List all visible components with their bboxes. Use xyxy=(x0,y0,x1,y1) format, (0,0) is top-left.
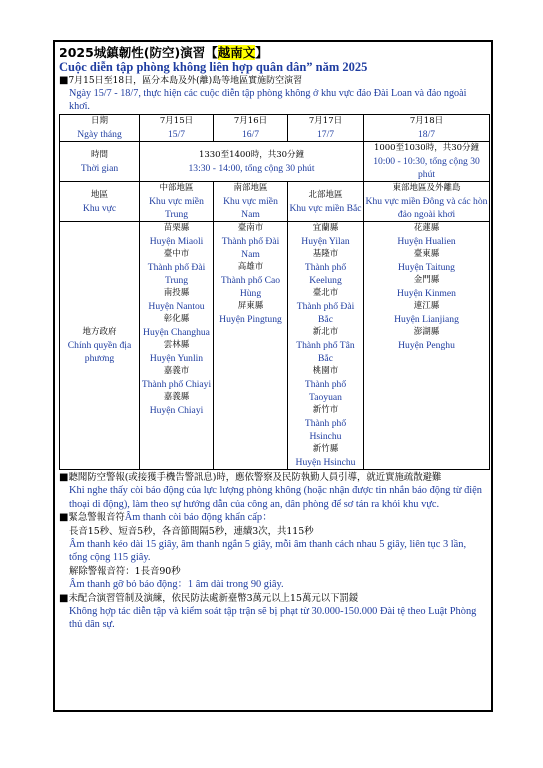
government-name-vietnamese: Thành phố Taoyuan xyxy=(304,379,347,403)
region-cell: 北部地區 Khu vực miền Bắc xyxy=(288,182,364,222)
government-name-chinese: 臺南市 xyxy=(237,223,264,233)
note-3-chinese: ■未配合演習管制及演練，依民防法處新臺幣3萬元以上15萬元以下罰鍰 xyxy=(59,592,359,604)
government-name-chinese: 連江縣 xyxy=(413,301,440,311)
government-name-vietnamese: Thành phố Chiayi xyxy=(141,379,212,390)
government-name-vietnamese: Huyện Taitung xyxy=(398,262,455,273)
time-cell-main: 1330至1400時，共30分鐘 13:30 - 14:00, tổng cộng 30 phút xyxy=(140,142,364,182)
government-name-chinese: 澎湖縣 xyxy=(413,327,440,337)
government-name-chinese: 苗栗縣 xyxy=(163,223,190,233)
note-2-release-vietnamese: Âm thanh gỡ bỏ báo động：1 âm dài trong 90 giây. xyxy=(69,578,284,590)
government-header: 地方政府 Chính quyền địa phương xyxy=(60,222,140,470)
government-name-chinese: 嘉義縣 xyxy=(163,392,190,402)
date-cell: 7月16日 16/7 xyxy=(214,115,288,142)
government-name-chinese: 彰化縣 xyxy=(163,314,190,324)
square-bullet-icon: ■ xyxy=(59,75,69,86)
government-list xyxy=(140,222,214,470)
table-row-dates xyxy=(60,115,490,142)
date-cell: 7月15日 15/7 xyxy=(140,115,214,142)
note-3-vietnamese: Không hợp tác diễn tập và kiểm soát tập trận sẽ bị phạt từ 30.000-150.000 Đài tệ theo Luật Phòng thủ dân sự. xyxy=(69,605,477,631)
date-cell: 7月17日 17/7 xyxy=(288,115,364,142)
government-name-vietnamese: Huyện Pingtung xyxy=(219,314,282,325)
square-bullet-icon: ■ xyxy=(59,592,69,604)
government-name-vietnamese: Huyện Hsinchu xyxy=(295,457,356,468)
government-name-vietnamese: Thành phố Tân Bắc xyxy=(296,340,355,364)
government-name-vietnamese: Thành phố Đài Bắc xyxy=(296,301,355,325)
government-name-vietnamese: Huyện Yunlin xyxy=(149,353,204,364)
time-cell-last: 1000至1030時，共30分鐘 10:00 - 10:30, tổng cộng 30 phút xyxy=(364,142,490,182)
government-name-vietnamese: Huyện Kinmen xyxy=(397,288,456,299)
government-name-chinese: 桃園市 xyxy=(312,366,339,376)
language-tag: 越南文 xyxy=(217,45,256,60)
government-name-vietnamese: Thành phố Cao Hùng xyxy=(220,275,281,299)
government-name-chinese: 金門縣 xyxy=(413,275,440,285)
document-frame xyxy=(53,40,493,712)
government-name-chinese: 臺北市 xyxy=(312,288,339,298)
region-cell: 中部地區 Khu vực miền Trung xyxy=(140,182,214,222)
government-name-chinese: 基隆市 xyxy=(312,249,339,259)
notes-section xyxy=(59,471,487,632)
date-header: 日期 Ngày tháng xyxy=(60,115,140,142)
government-name-vietnamese: Huyện Hualien xyxy=(397,236,456,247)
government-name-vietnamese: Huyện Yilan xyxy=(301,236,350,247)
document-body xyxy=(59,45,487,632)
government-name-chinese: 南投縣 xyxy=(163,288,190,298)
note-2-release-chinese: 解除警報音符：1長音90秒 xyxy=(69,565,181,577)
government-name-vietnamese: Huyện Lianjiang xyxy=(394,314,459,325)
government-name-chinese: 臺東縣 xyxy=(413,249,440,259)
intro-chinese: ■7月15日至18日，區分本島及外(離)島等地區實施防空演習 xyxy=(59,75,303,86)
government-list xyxy=(364,222,490,470)
government-name-chinese: 花蓮縣 xyxy=(413,223,440,233)
table-row-time xyxy=(60,142,490,182)
government-name-vietnamese: Thành phố Keelung xyxy=(304,262,347,286)
government-name-vietnamese: Thành phố Đài Nam xyxy=(221,236,280,260)
square-bullet-icon: ■ xyxy=(59,472,69,483)
government-name-chinese: 嘉義市 xyxy=(163,366,190,376)
government-name-vietnamese: Huyện Nantou xyxy=(148,301,205,312)
government-name-vietnamese: Thành phố Hsinchu xyxy=(304,418,347,442)
government-name-vietnamese: Huyện Miaoli xyxy=(149,236,204,247)
table-row-regions xyxy=(60,182,490,222)
title-chinese: 2025城鎮韌性(防空)演習【越南文】 xyxy=(59,45,268,60)
government-name-chinese: 新竹縣 xyxy=(312,444,339,454)
intro-vietnamese: Ngày 15/7 - 18/7, thực hiện các cuộc diễn tập phòng không ở khu vực đảo Đài Loan và đảo ngoài khơi. xyxy=(69,88,467,112)
government-name-vietnamese: Huyện Chiayi xyxy=(149,405,204,416)
government-name-chinese: 新北市 xyxy=(312,327,339,337)
region-cell: 南部地區 Khu vực miền Nam xyxy=(214,182,288,222)
time-header: 時間 Thời gian xyxy=(60,142,140,182)
government-name-vietnamese: Huyện Changhua xyxy=(143,327,210,338)
table-row-governments xyxy=(60,222,490,470)
note-1-chinese: ■聽聞防空警報(或接獲手機告警訊息)時，應依警察及民防執勤人員引導，就近實施疏散避難 xyxy=(59,472,442,483)
note-2-detail-vietnamese: Âm thanh kéo dài 15 giây, âm thanh ngắn 5 giây, mỗi âm thanh cách nhau 5 giây, liên tục 3 lần, tổng cộng 115 giây. xyxy=(69,538,467,564)
schedule-table xyxy=(59,114,490,470)
region-header: 地區 Khu vực xyxy=(60,182,140,222)
government-name-chinese: 高雄市 xyxy=(237,262,264,272)
date-cell: 7月18日 18/7 xyxy=(364,115,490,142)
region-cell: 東部地區及外離島 Khu vực miền Đông và các hòn đảo ngoài khơi xyxy=(364,182,490,222)
square-bullet-icon: ■ xyxy=(59,512,69,524)
note-2-detail-chinese: 長音15秒、短音5秒，各音節間隔5秒，連續3次，共115秒 xyxy=(69,525,314,537)
government-name-chinese: 雲林縣 xyxy=(163,340,190,350)
note-1-vietnamese: Khi nghe thấy còi báo động của lực lượng phòng không (hoặc nhận được tin nhắn báo động từ điện thoại di động), làm theo sự hướng dẫn của công an, dân phòng để sơ tán ra khỏi khu vực. xyxy=(69,485,482,510)
government-name-chinese: 新竹市 xyxy=(312,405,339,415)
title-vietnamese: Cuộc diễn tập phòng không liên hợp quân dân” năm 2025 xyxy=(59,60,368,74)
government-name-vietnamese: Huyện Penghu xyxy=(398,340,455,351)
government-name-chinese: 宜蘭縣 xyxy=(312,223,339,233)
government-name-chinese: 屏東縣 xyxy=(237,301,264,311)
government-list xyxy=(214,222,288,470)
government-list xyxy=(288,222,364,470)
note-2-heading: ■緊急警報音符Âm thanh còi báo động khẩn cấp： xyxy=(59,512,273,524)
government-name-vietnamese: Thành phố Đài Trung xyxy=(147,262,206,286)
government-name-chinese: 臺中市 xyxy=(163,249,190,259)
